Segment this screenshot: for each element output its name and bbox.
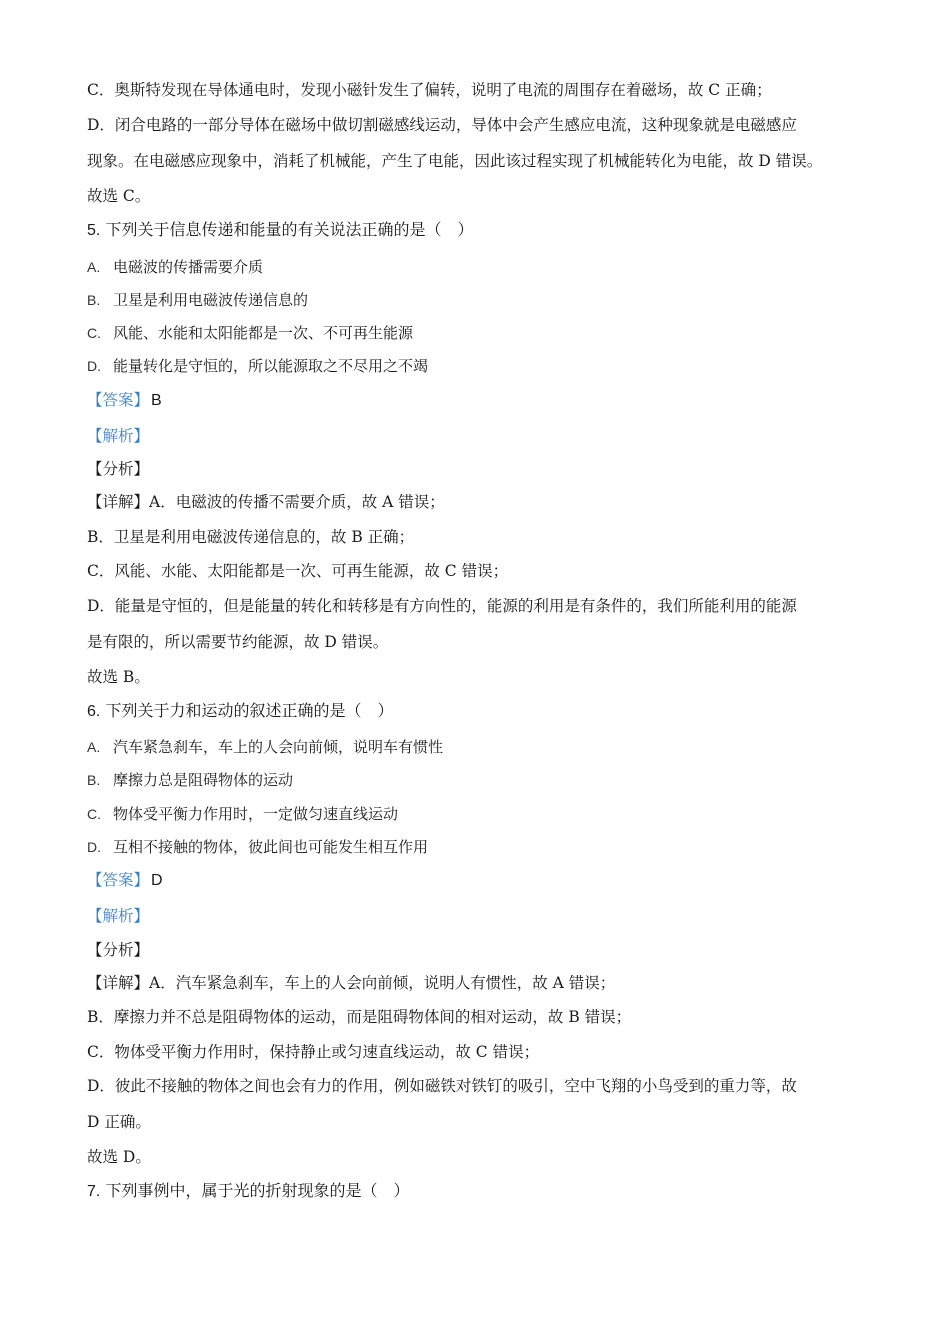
question-6-detail-b: B．摩擦力并不总是阻碍物体的运动，而是阻碍物体间的相对运动，故 B 错误； [87,1008,632,1026]
question-5-option-c: C. 风能、水能和太阳能都是一次、不可再生能源 [87,324,414,342]
answer-value: B [151,392,162,409]
detail-tag: 【详解】 [87,493,150,511]
question-5-detail-a: 【详解】A．电磁波的传播不需要介质，故 A 错误； [87,493,445,511]
question-6-analysis-tag: 【解析】 [87,907,150,925]
question-5-detail-d-line2: 是有限的，所以需要节约能源，故 D 错误。 [87,633,389,651]
answer-tag: 【答案】 [87,391,150,409]
question-5-option-b: B. 卫星是利用电磁波传递信息的 [87,291,309,309]
question-6-detail-d-line1: D．彼此不接触的物体之间也会有力的作用，例如磁铁对铁钉的吸引，空中飞翔的小鸟受到的重力等，故 [87,1077,797,1095]
question-6-detail-c: C．物体受平衡力作用时，保持静止或匀速直线运动，故 C 错误； [87,1043,540,1061]
question-6-conclusion: 故选 D。 [87,1148,151,1166]
question-6-fenxi-tag: 【分析】 [87,941,150,959]
question-6-detail-d-line2: D 正确。 [87,1113,151,1131]
question-5-detail-c: C．风能、水能、太阳能都是一次、可再生能源，故 C 错误； [87,562,509,580]
question-5-conclusion: 故选 B。 [87,668,150,686]
question-5-detail-d-line1: D．能量是守恒的，但是能量的转化和转移是有方向性的，能源的利用是有条件的，我们所能利用的能源 [87,597,797,615]
question-7-number: 7. [87,1183,101,1200]
question-6-text: 下列关于力和运动的叙述正确的是（ ） [105,701,394,720]
question-5-answer [87,390,162,411]
question-6-option-d: D. 互相不接触的物体，彼此间也可能发生相互作用 [87,838,429,856]
question-7-stem [87,1181,409,1202]
question-6-option-a: A. 汽车紧急刹车，车上的人会向前倾，说明车有惯性 [87,738,444,756]
question-5-fenxi-tag: 【分析】 [87,460,150,478]
question-5-option-d: D. 能量转化是守恒的，所以能源取之不尽用之不竭 [87,357,429,375]
question-5-text: 下列关于信息传递和能量的有关说法正确的是（ ） [105,220,474,239]
prev-explanation-d-line2: 现象。在电磁感应现象中，消耗了机械能，产生了电能，因此该过程实现了机械能转化为电能，故 D 错误。 [87,152,823,170]
question-5-detail-b: B．卫星是利用电磁波传递信息的，故 B 正确； [87,528,415,546]
question-5-option-a: A. 电磁波的传播需要介质 [87,258,264,276]
answer-tag: 【答案】 [87,871,150,889]
detail-tag: 【详解】 [87,974,150,992]
answer-value: D [151,872,163,889]
question-6-option-b: B. 摩擦力总是阻碍物体的运动 [87,771,294,789]
question-6-option-c: C. 物体受平衡力作用时，一定做匀速直线运动 [87,805,399,823]
question-6-number: 6. [87,703,101,720]
question-7-text: 下列事例中，属于光的折射现象的是（ ） [105,1181,410,1200]
prev-conclusion: 故选 C。 [87,187,151,205]
prev-explanation-c: C．奥斯特发现在导体通电时，发现小磁针发生了偏转，说明了电流的周围存在着磁场，故 C 正确； [87,81,772,99]
question-6-answer [87,870,163,891]
prev-explanation-d-line1: D．闭合电路的一部分导体在磁场中做切割磁感线运动，导体中会产生感应电流，这种现象就是电磁感应 [87,116,797,134]
question-6-detail-a: 【详解】A．汽车紧急刹车，车上的人会向前倾，说明人有惯性，故 A 错误； [87,974,616,992]
question-6-stem [87,701,393,722]
question-5-number: 5. [87,222,101,239]
question-5-analysis-tag: 【解析】 [87,427,150,445]
question-5-stem [87,220,473,241]
